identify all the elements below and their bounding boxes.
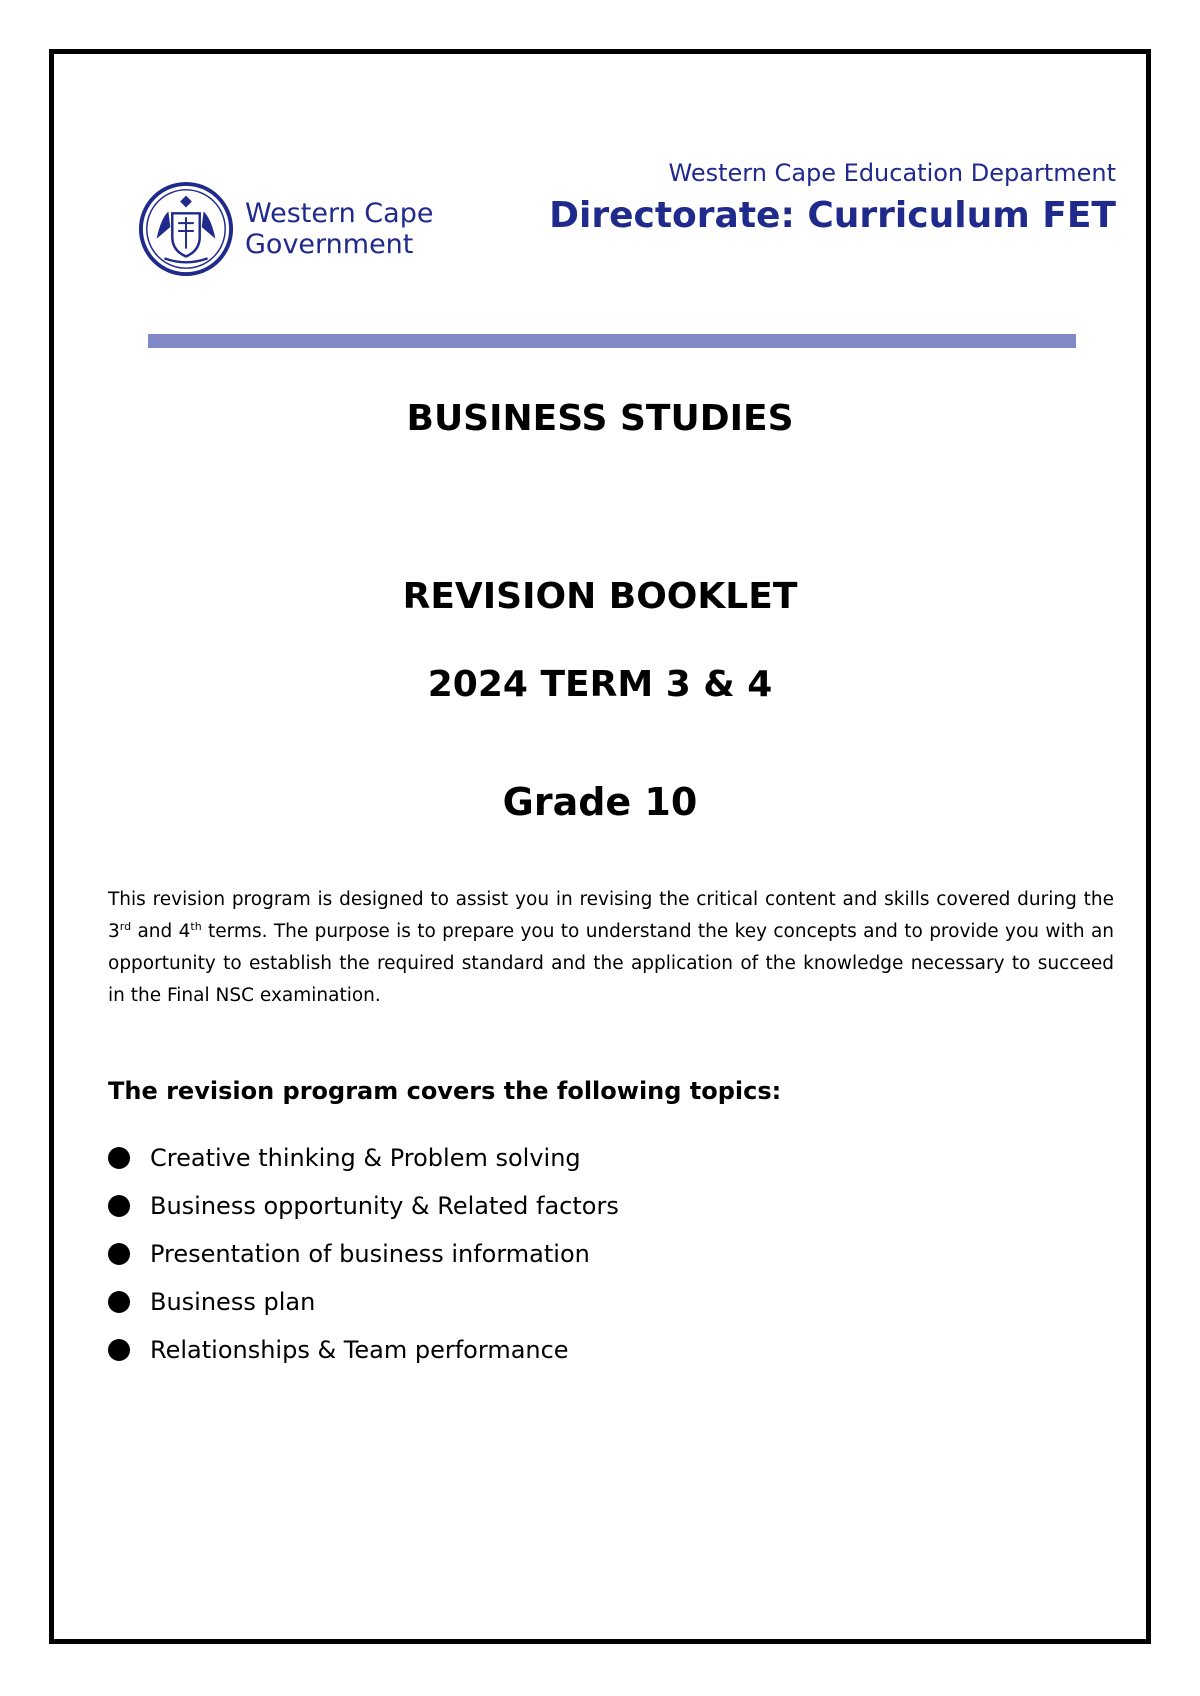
header-divider xyxy=(148,334,1076,348)
subject-title: BUSINESS STUDIES xyxy=(406,398,794,439)
bullet-icon xyxy=(108,1339,130,1361)
topics-list xyxy=(108,1134,619,1374)
list-item xyxy=(108,1134,619,1182)
logo-line-2: Government xyxy=(245,229,414,260)
list-item xyxy=(108,1182,619,1230)
bullet-icon xyxy=(108,1195,130,1217)
intro-sup-th: th xyxy=(190,919,202,933)
topic-label: Creative thinking & Problem solving xyxy=(150,1144,581,1172)
directorate-title: Directorate: Curriculum FET xyxy=(549,195,1116,236)
department-header xyxy=(549,158,1116,240)
bullet-icon xyxy=(108,1243,130,1265)
intro-text-2: and 4 xyxy=(131,921,191,942)
topic-label: Business opportunity & Related factors xyxy=(150,1192,619,1220)
intro-sup-rd: rd xyxy=(119,919,132,933)
western-cape-government-logo xyxy=(137,180,433,278)
term-title: 2024 TERM 3 & 4 xyxy=(427,664,773,705)
bullet-icon xyxy=(108,1147,130,1169)
department-name: Western Cape Education Department xyxy=(668,159,1116,187)
list-item xyxy=(108,1230,619,1278)
logo-line-1: Western Cape xyxy=(245,198,434,229)
topic-label: Relationships & Team performance xyxy=(150,1336,569,1364)
bullet-icon xyxy=(108,1291,130,1313)
booklet-title: REVISION BOOKLET xyxy=(402,576,798,617)
topic-label: Business plan xyxy=(150,1288,316,1316)
intro-text-3: terms. The purpose is to prepare you to understand the key concepts and to provide you with an opportunity to establish the required standard and the application of the knowledge necessary to succeed in the Final NSC examination. xyxy=(108,921,1115,1006)
list-item xyxy=(108,1326,619,1374)
page-border xyxy=(49,49,1151,1644)
logo-wordmark xyxy=(245,198,433,260)
coat-of-arms-icon xyxy=(137,180,235,278)
grade-title: Grade 10 xyxy=(502,780,698,824)
intro-paragraph xyxy=(108,884,1114,1012)
topic-label: Presentation of business information xyxy=(150,1240,590,1268)
topics-heading: The revision program covers the following topics: xyxy=(108,1077,782,1105)
intro-text-1: This revision program is designed to assist you in revising the critical content and skills covered during the 3 xyxy=(108,889,1114,942)
list-item xyxy=(108,1278,619,1326)
